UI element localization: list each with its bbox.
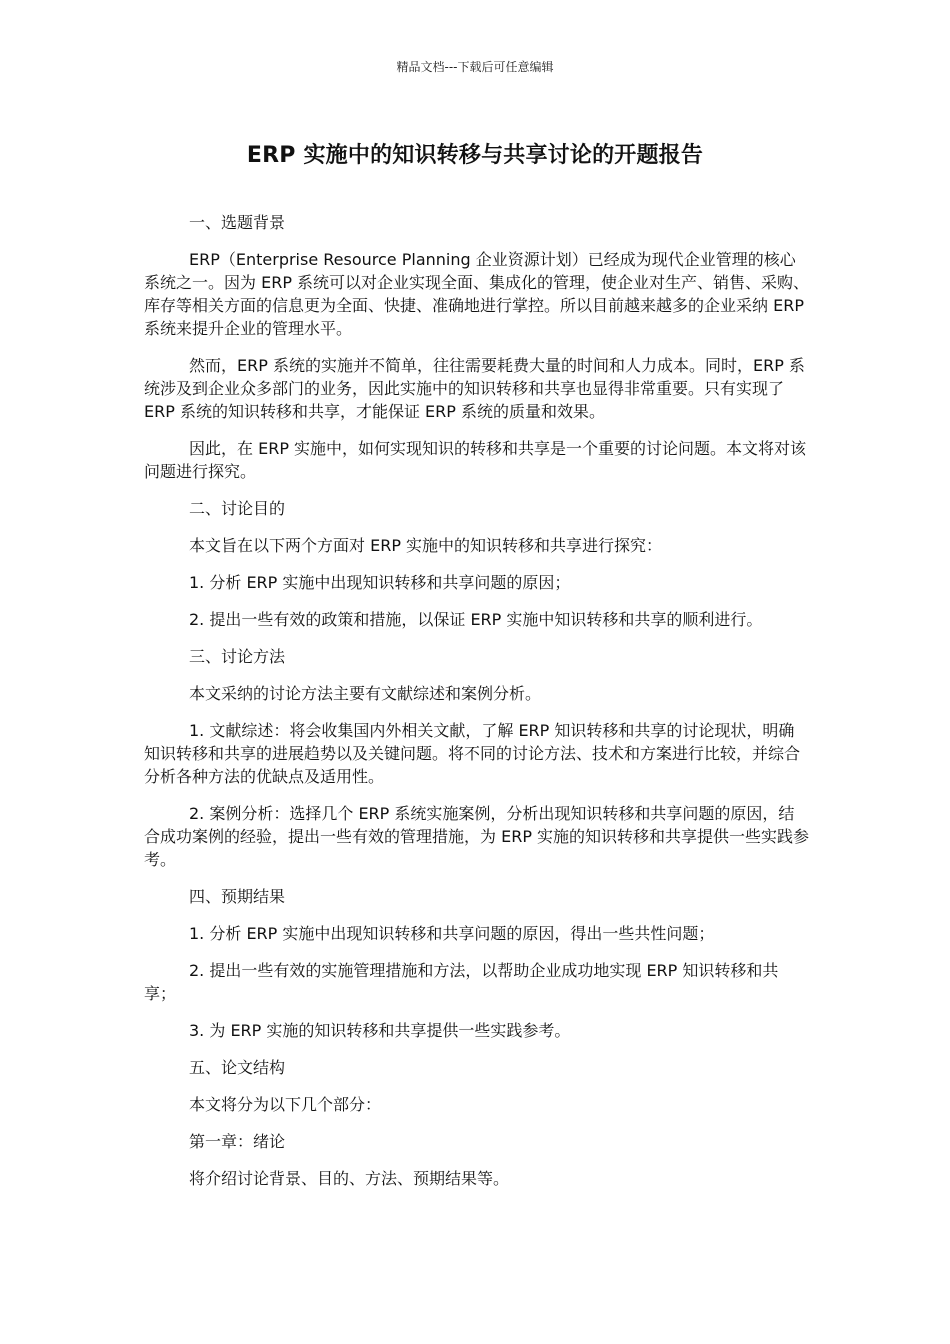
section-heading-methods: 三、讨论方法 <box>189 647 286 666</box>
list-item: 2. 案例分析：选择几个 ERP 系统实施案例，分析出现知识转移和共享问题的原因，结合成功案例的经验，提出一些有效的管理措施，为 ERP 实施的知识转移和共享提供一些实践参考。 <box>144 804 810 869</box>
list-item: 2. 提出一些有效的政策和措施，以保证 ERP 实施中知识转移和共享的顺利进行。 <box>189 610 763 629</box>
paragraph: 将介绍讨论背景、目的、方法、预期结果等。 <box>189 1169 510 1188</box>
section-heading-results: 四、预期结果 <box>189 887 286 906</box>
paragraph: 然而，ERP 系统的实施并不简单，往往需要耗费大量的时间和人力成本。同时，ERP 系统涉及到企业众多部门的业务，因此实施中的知识转移和共享也显得非常重要。只有实现了 ERP 系统的知识转移和共享，才能保证 ERP 系统的质量和效果。 <box>144 356 805 421</box>
list-item: 1. 分析 ERP 实施中出现知识转移和共享问题的原因； <box>189 573 571 592</box>
header-note: 精品文档---下载后可任意编辑 <box>396 60 554 74</box>
section-heading-structure: 五、论文结构 <box>189 1058 286 1077</box>
chapter-heading: 第一章：绪论 <box>189 1132 286 1151</box>
document-body <box>144 211 810 1204</box>
document-title: ERP 实施中的知识转移与共享讨论的开题报告 <box>246 143 704 168</box>
paragraph: 因此，在 ERP 实施中，如何实现知识的转移和共享是一个重要的讨论问题。本文将对该问题进行探究。 <box>144 439 807 481</box>
section-heading-background: 一、选题背景 <box>189 213 286 232</box>
list-item: 1. 分析 ERP 实施中出现知识转移和共享问题的原因，得出一些共性问题； <box>189 924 715 943</box>
list-item: 2. 提出一些有效的实施管理措施和方法，以帮助企业成功地实现 ERP 知识转移和共享； <box>144 961 779 1003</box>
paragraph: ERP（Enterprise Resource Planning 企业资源计划）已经成为现代企业管理的核心系统之一。因为 ERP 系统可以对企业实现全面、集成化的管理，使企业对生产、销售、采购、库存等相关方面的信息更为全面、快捷、准确地进行掌控。所以目前越来越多的企业采纳 ERP 系统来提升企业的管理水平。 <box>144 250 810 338</box>
paragraph: 本文采纳的讨论方法主要有文献综述和案例分析。 <box>189 684 542 703</box>
list-item: 1. 文献综述：将会收集国内外相关文献，了解 ERP 知识转移和共享的讨论现状，明确知识转移和共享的进展趋势以及关键问题。将不同的讨论方法、技术和方案进行比较，并综合分析各种方法的优缺点及适用性。 <box>144 721 801 786</box>
paragraph: 本文将分为以下几个部分： <box>189 1095 382 1114</box>
section-heading-purpose: 二、讨论目的 <box>189 499 286 518</box>
list-item: 3. 为 ERP 实施的知识转移和共享提供一些实践参考。 <box>189 1021 571 1040</box>
paragraph: 本文旨在以下两个方面对 ERP 实施中的知识转移和共享进行探究： <box>189 536 663 555</box>
